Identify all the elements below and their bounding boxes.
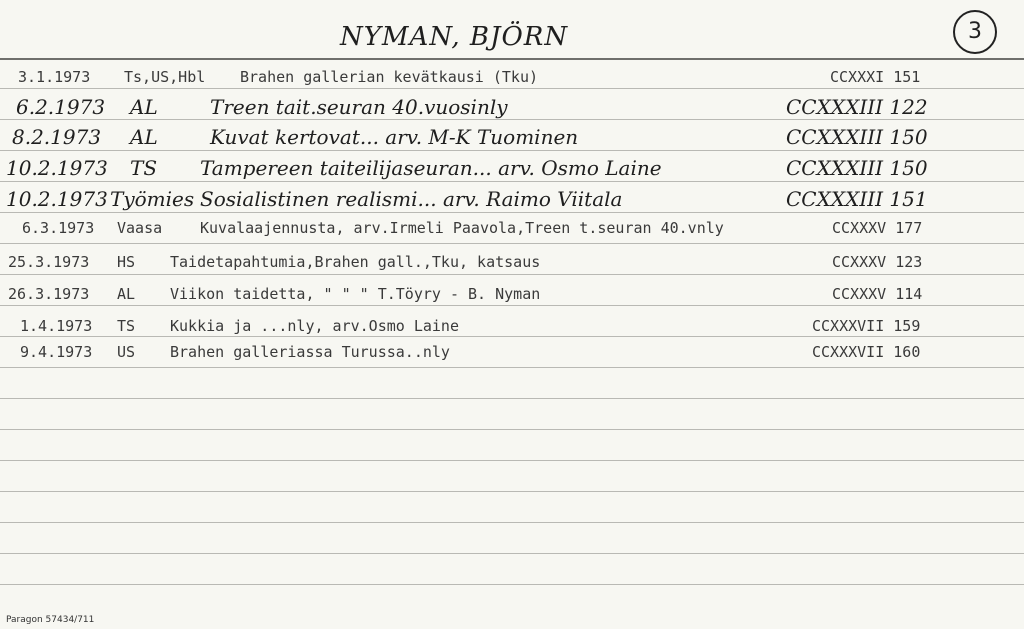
entry-source: US [117, 343, 136, 361]
entry-date: 10.2.1973 [6, 187, 108, 211]
entry-ref: CCXXXVII 160 [812, 343, 921, 361]
rule-line [0, 212, 1024, 213]
entry-ref: CCXXXV 123 [832, 253, 923, 271]
rule-line [0, 243, 1024, 244]
entry-source: AL [130, 95, 158, 119]
rule-line [0, 398, 1024, 399]
entry-date: 10.2.1973 [6, 156, 108, 180]
entry-date: 1.4.1973 [20, 317, 93, 335]
entry-source: TS [117, 317, 136, 335]
entry-ref: CCXXXV 177 [832, 219, 923, 237]
entry-source: HS [117, 253, 136, 271]
card-name: NYMAN, BJÖRN [340, 22, 569, 52]
rule-line [0, 336, 1024, 337]
rule-line [0, 429, 1024, 430]
entry-title: Kuvat kertovat... arv. M-K Tuominen [210, 125, 579, 149]
entry-source: AL [130, 125, 158, 149]
rule-line [0, 58, 1024, 60]
entry-title: Kukkia ja ...nly, arv.Osmo Laine [170, 317, 459, 335]
entry-source: TS [130, 156, 158, 180]
entry-date: 6.2.1973 [16, 95, 106, 119]
entry-source: Ts,US,Hbl [124, 68, 206, 86]
entry-source: Vaasa [117, 219, 163, 237]
entry-ref: CCXXXIII 150 [786, 125, 928, 149]
rule-line [0, 88, 1024, 89]
entry-source: Työmies [110, 187, 195, 211]
rule-line [0, 491, 1024, 492]
entry-date: 6.3.1973 [22, 219, 95, 237]
rule-line [0, 181, 1024, 182]
rule-line [0, 460, 1024, 461]
rule-line [0, 305, 1024, 306]
entry-title: Taidetapahtumia,Brahen gall.,Tku, katsaus [170, 253, 541, 271]
rule-line [0, 584, 1024, 585]
entry-ref: CCXXXV 114 [832, 285, 923, 303]
entry-date: 8.2.1973 [12, 125, 102, 149]
rule-line [0, 522, 1024, 523]
entry-title: Kuvalaajennusta, arv.Irmeli Paavola,Treen t.seuran 40.vnly [200, 219, 724, 237]
entry-title: Tampereen taiteilijaseuran... arv. Osmo Laine [200, 156, 662, 180]
entry-ref: CCXXXIII 151 [786, 187, 928, 211]
card-number: 3 [953, 10, 997, 54]
entry-date: 25.3.1973 [8, 253, 90, 271]
rule-line [0, 274, 1024, 275]
entry-date: 26.3.1973 [8, 285, 90, 303]
entry-title: Treen tait.seuran 40.vuosinly [210, 95, 508, 119]
entry-date: 9.4.1973 [20, 343, 93, 361]
rule-line [0, 553, 1024, 554]
entry-date: 3.1.1973 [18, 68, 91, 86]
card-footer-printer-mark: Paragon 57434/711 [6, 615, 95, 625]
rule-line [0, 119, 1024, 120]
rule-line [0, 150, 1024, 151]
entry-ref: CCXXXIII 150 [786, 156, 928, 180]
entry-title: Brahen gallerian kevätkausi (Tku) [240, 68, 539, 86]
entry-title: Sosialistinen realismi... arv. Raimo Viitala [200, 187, 623, 211]
entry-title: Viikon taidetta, " " " T.Töyry - B. Nyman [170, 285, 541, 303]
entry-ref: CCXXXIII 122 [786, 95, 928, 119]
rule-line [0, 367, 1024, 368]
entry-ref: CCXXXI 151 [830, 68, 921, 86]
entry-ref: CCXXXVII 159 [812, 317, 921, 335]
entry-title: Brahen galleriassa Turussa..nly [170, 343, 450, 361]
entry-source: AL [117, 285, 136, 303]
